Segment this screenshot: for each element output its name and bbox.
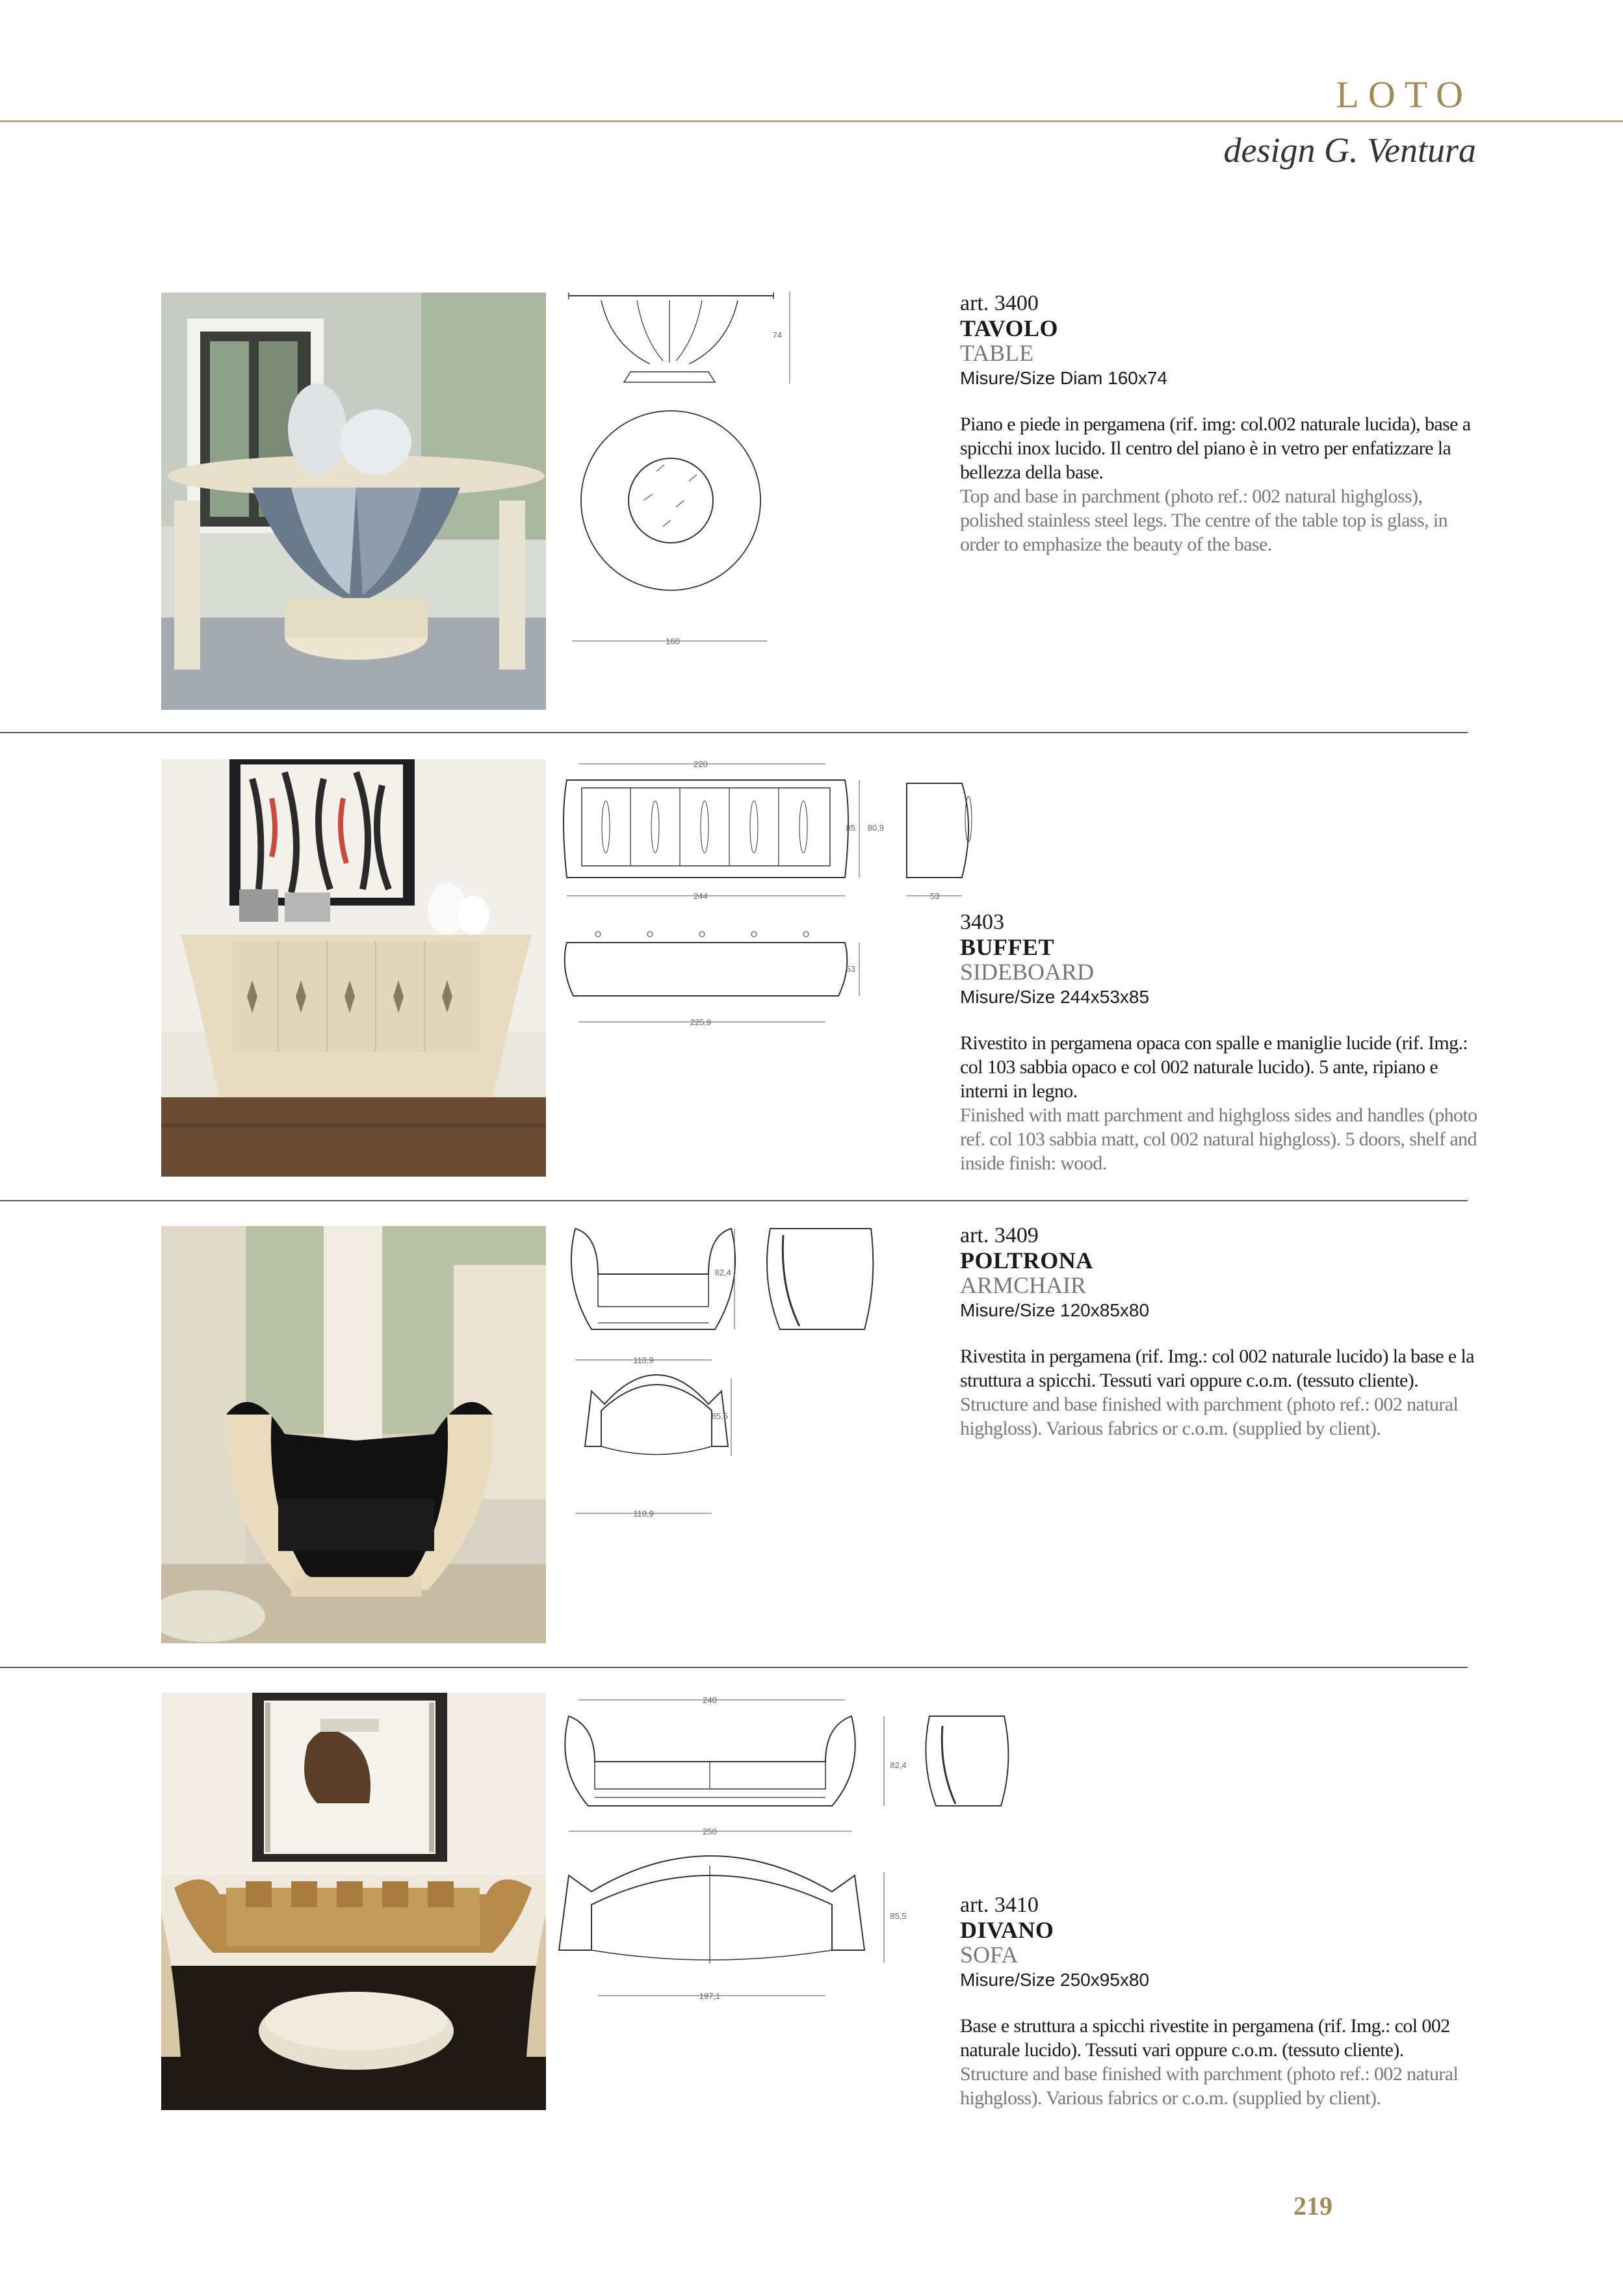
description-it: Rivestito in pergamena opaca con spalle e maniglie lucide (rif. Img.: col 103 sabbia opaco e col 002 naturale lucido). 5 ante, ripiano e interni in legno. — [960, 1032, 1468, 1102]
armchair-info — [960, 1223, 1480, 1441]
product-name-en: TABLE — [960, 340, 1034, 366]
armchair-technical-drawing — [565, 1222, 877, 1534]
collection-title: LOTO — [1336, 73, 1472, 116]
svg-text:53: 53 — [929, 891, 940, 901]
svg-text:85: 85 — [846, 823, 855, 833]
description-en: Structure and base finished with parchment (photo ref.: 002 natural highgloss). Various fabrics or c.o.m. (supplied by client). — [960, 1394, 1459, 1439]
table-technical-drawing — [565, 286, 799, 657]
description-en: Finished with matt parchment and highgloss sides and handles (photo ref. col 103 sabbia matt, col 002 natural highgloss). 5 doors, shelf and inside finish: wood. — [960, 1104, 1477, 1174]
section-divider — [0, 732, 1468, 733]
product-name-it: TAVOLO — [960, 315, 1058, 341]
svg-text:220: 220 — [694, 759, 708, 769]
product-name-it: BUFFET — [960, 934, 1055, 960]
sideboard-photo — [161, 759, 546, 1177]
armchair-photo — [161, 1226, 546, 1643]
product-size: Misure/Size Diam 160x74 — [960, 368, 1168, 388]
sideboard-technical-drawing — [559, 754, 988, 1034]
product-size: Misure/Size 244x53x85 — [960, 987, 1150, 1007]
product-name-en: ARMCHAIR — [960, 1272, 1087, 1298]
section-divider — [0, 1667, 1468, 1668]
description-en: Top and base in parchment (photo ref.: 002 natural highgloss), polished stainless steel legs. The centre of the table top is glass, in order to emphasize the beauty of the base. — [960, 486, 1448, 555]
designer-credit: design G. Ventura — [1223, 131, 1476, 170]
sofa-info — [960, 1893, 1480, 2110]
svg-text:53: 53 — [846, 964, 855, 974]
svg-text:80,9: 80,9 — [867, 823, 884, 833]
product-size: Misure/Size 120x85x80 — [960, 1300, 1150, 1320]
product-name-en: SOFA — [960, 1942, 1019, 1968]
article-number: art. 3409 — [960, 1223, 1039, 1247]
product-name-en: SIDEBOARD — [960, 959, 1095, 985]
article-number: 3403 — [960, 910, 1004, 934]
sideboard-info — [960, 910, 1480, 1175]
description-it: Base e struttura a spicchi rivestite in pergamena (rif. Img.: col 002 naturale lucido). Tessuti vari oppure c.o.m. (tessuto cliente). — [960, 2015, 1450, 2061]
svg-text:85,5: 85,5 — [890, 1911, 907, 1921]
product-size: Misure/Size 250x95x80 — [960, 1970, 1150, 1990]
svg-text:197,1: 197,1 — [699, 1991, 721, 2001]
svg-text:244: 244 — [694, 891, 708, 901]
description-it: Rivestita in pergamena (rif. Img.: col 002 naturale lucido) la base e la struttura a spicchi. Tessuti vari oppure c.o.m. (tessuto cliente). — [960, 1346, 1474, 1391]
dim-height: 74 — [772, 330, 782, 340]
svg-text:118,9: 118,9 — [633, 1509, 654, 1519]
svg-text:118,9: 118,9 — [633, 1355, 654, 1365]
header-rule — [0, 120, 1623, 122]
product-name-it: DIVANO — [960, 1917, 1054, 1943]
svg-text:225,9: 225,9 — [690, 1017, 712, 1027]
sofa-photo — [161, 1693, 546, 2110]
description-it: Piano e piede in pergamena (rif. img: col.002 naturale lucida), base a spicchi inox lucido. Il centro del piano è in vetro per enfatizzare la bellezza della base. — [960, 413, 1471, 483]
table-info — [960, 291, 1480, 556]
dim-diameter: 160 — [666, 636, 680, 646]
article-number: art. 3410 — [960, 1893, 1039, 1917]
svg-text:240: 240 — [703, 1695, 717, 1705]
svg-text:82,4: 82,4 — [890, 1760, 907, 1770]
svg-text:250: 250 — [703, 1827, 717, 1836]
section-divider — [0, 1200, 1468, 1201]
article-number: art. 3400 — [960, 291, 1039, 315]
description-en: Structure and base finished with parchment (photo ref.: 002 natural highgloss). Various fabrics or c.o.m. (supplied by client). — [960, 2063, 1459, 2109]
page-number: 219 — [1293, 2191, 1332, 2221]
svg-text:85,5: 85,5 — [711, 1411, 728, 1421]
svg-text:82,4: 82,4 — [714, 1268, 731, 1277]
table-photo — [161, 293, 546, 710]
product-name-it: POLTRONA — [960, 1247, 1093, 1273]
sofa-technical-drawing — [559, 1690, 1014, 2009]
